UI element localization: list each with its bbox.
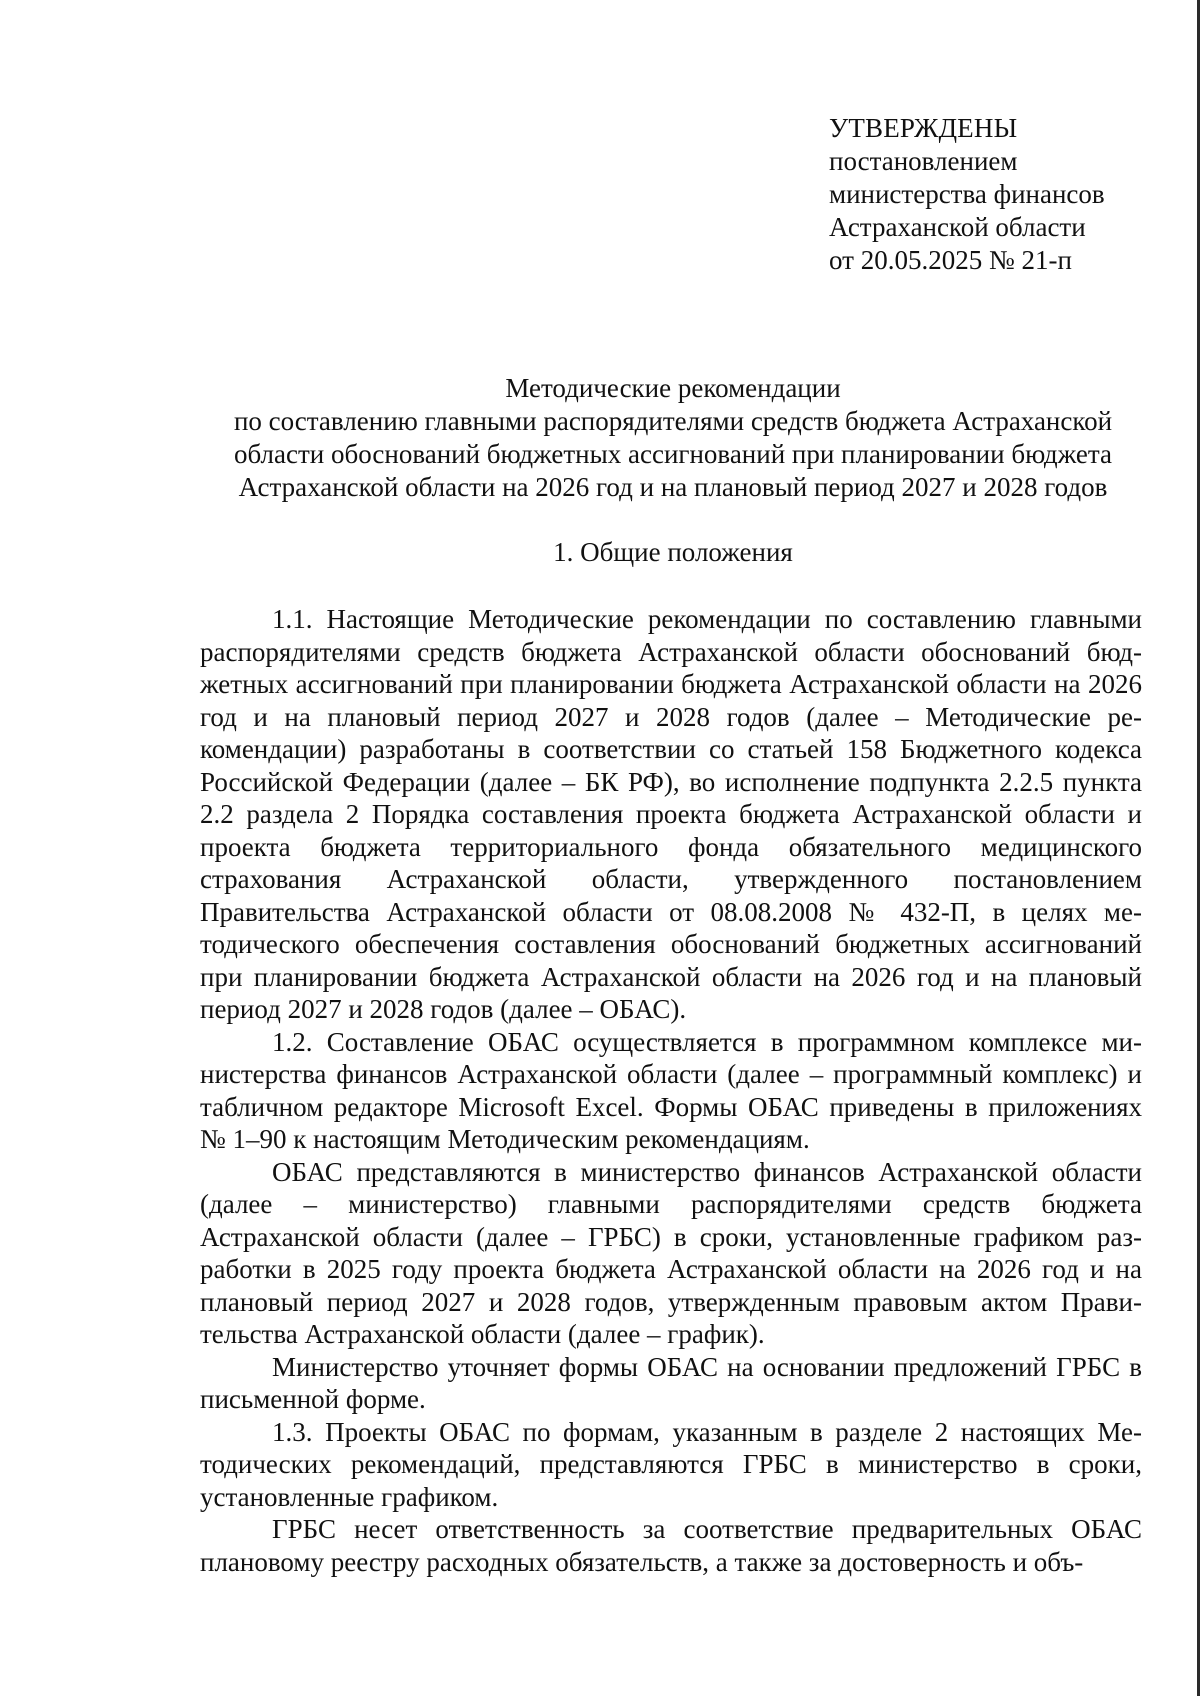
approval-line-4: от 20.05.2025 № 21-п — [829, 245, 1072, 275]
paragraph: 1.2. Составление ОБАС осуществляется в программном комплексе министерства финансов Астраханской области (далее – программный комплекс) и табличном редакторе Microsoft Excel. Формы ОБАС приведены в приложениях № 1–90 к настоящим Методическим рекомендациям. — [200, 1026, 1142, 1154]
document-title — [200, 372, 1146, 504]
title-line-1: Методические рекомендации — [505, 373, 841, 403]
paragraph: ОБАС представляются в министерство финансов Астраханской области (далее – министерство) главными распорядителями средств бюджета Астраханской области (далее – ГРБС) в сроки, установленные графиком разработки в 2025 году проекта бюджета Астраханской области на 2026 год и на плановый период 2027 и 2028 годов, утвержденным правовым актом Правительства Астраханской области (далее – график). — [200, 1156, 1142, 1349]
approval-line-2: министерства финансов — [829, 179, 1105, 209]
paragraph: Министерство уточняет формы ОБАС на основании предложений ГРБС в письменной форме. — [200, 1351, 1142, 1414]
approval-line-3: Астраханской области — [829, 212, 1086, 242]
paragraph: 1.1. Настоящие Методические рекомендации по составлению главными распорядителями средств бюджета Астраханской области обоснований бюджетных ассигнований при планировании бюджета Астраханской области на 2026 год и на плановый период 2027 и 2028 годов (далее – Методические рекомендации) разработаны в соответствии со статьей 158 Бюджетного кодекса Российской Федерации (далее – БК РФ), во исполнение подпункта 2.2.5 пункта 2.2 раздела 2 Порядка составления проекта бюджета Астраханской области и проекта бюджета территориального фонда обязательного медицинского страхования Астраханской области, утвержденного постановлением Правительства Астраханской области от 08.08.2008 № 432-П, в целях методического обеспечения составления обоснований бюджетных ассигнований при планировании бюджета Астраханской области на 2026 год и на плановый период 2027 и 2028 годов (далее – ОБАС). — [200, 604, 1142, 1024]
approval-heading: УТВЕРЖДЕНЫ — [829, 113, 1018, 143]
document-body — [200, 603, 1142, 1578]
approval-line-1: постановлением — [829, 146, 1018, 176]
title-line-2: по составлению главными распорядителями средств бюджета Астраханской — [233, 406, 1113, 436]
title-line-4: Астраханской области на 2026 год и на плановый период 2027 и 2028 годов — [238, 472, 1108, 502]
paragraph: ГРБС несет ответственность за соответствие предварительных ОБАС плановому реестру расходных обязательств, а также за достоверность и объ- — [200, 1514, 1142, 1577]
paragraph: 1.3. Проекты ОБАС по формам, указанным в разделе 2 настоящих Методических рекомендаций, представляются ГРБС в министерство в сроки, установленные графиком. — [200, 1416, 1142, 1512]
approval-stamp-block — [829, 112, 1105, 277]
section-heading: 1. Общие положения — [553, 537, 793, 567]
title-line-3: области обоснований бюджетных ассигнований при планировании бюджета — [233, 439, 1112, 469]
